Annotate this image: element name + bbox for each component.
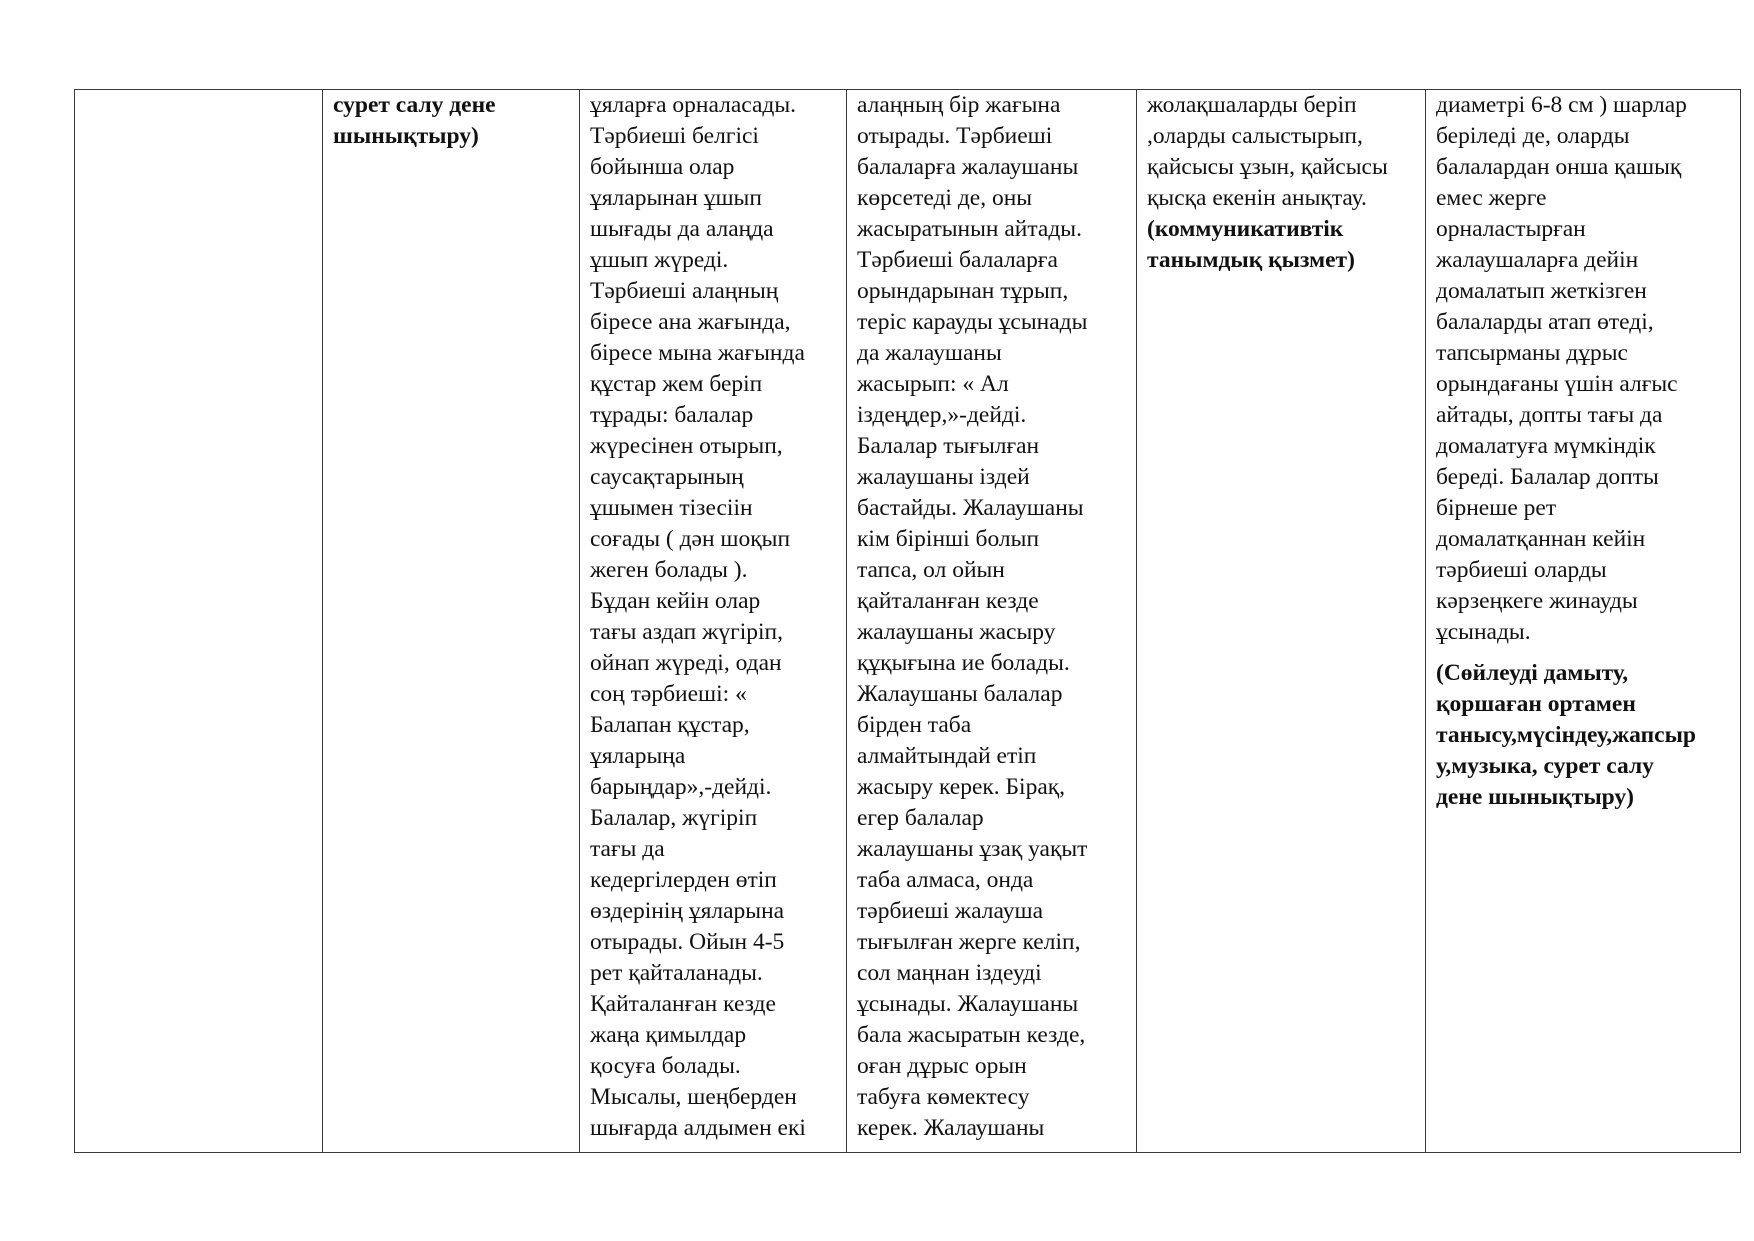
bold-paragraph: (коммуникативтік танымдық қызмет) [1147,216,1355,273]
paragraph: алаңның бір жағына отырады. Тәрбиеші балаларға жалаушаны көрсетеді де, оны жасыратынын айтады. Тәрбиеші балаларға орындарынан тұрып, теріс карауды ұсынады да жалаушаны жасырып: « Ал іздеңдер,»-дейді. Балалар тығылған жалаушаны іздей бастайды. Жалаушаны кім бірінші болып тапса, ол ойын қайталанған кезде жалаушаны жасыру құқығына ие болады. Жалаушаны балалар бірден таба алмайтындай етіп жасыру керек. Бірақ, егер балалар жалаушаны ұзақ уақыт таба алмаса, онда тәрбиеші жалауша тығылған жерге келіп, сол маңнан іздеуді ұсынады. Жалаушаны бала жасыратын кезде, оған дұрыс орын табуға көмектесу керек. Жалаушаны [857,92,1088,1141]
table-cell-4 [847,90,1137,1153]
table-cell-1 [75,90,323,1153]
paragraph: диаметрі 6-8 см ) шарлар беріледі де, оларды балалардан онша қашық емес жерге орналастырған жалаушаларға дейін домалатып жеткізген балаларды атап өтеді, тапсырманы дұрыс орындағаны үшін алғыс айтады, допты тағы да домалатуға мүмкіндік береді. Балалар допты бірнеше рет домалатқаннан кейін тәрбиеші оларды кәрзеңкеге жинауды ұсынады. [1436,92,1687,645]
table-cell-2 [323,90,580,1153]
table-cell-5 [1137,90,1426,1153]
bold-paragraph: сурет салу дене шынықтыру) [333,92,496,149]
paragraph: ұяларға орналасады. Тәрбиеші белгісі бойынша олар ұяларынан ұшып шығады да алаңда ұшып жүреді. Тәрбиеші алаңның біресе ана жағында, біресе мына жағында құстар жем беріп тұрады: балалар жүресінен отырып, саусақтарының ұшымен тізесіін соғады ( дән шоқып жеген болады ). Бұдан кейін олар тағы аздап жүгіріп, ойнап жүреді, одан соң тәрбиеші: « Балапан құстар, ұяларыңа барыңдар»,-дейді. Балалар, жүгіріп тағы да кедергілерден өтіп өздерінің ұяларына отырады. Ойын 4-5 рет қайталанады. Қайталанған кезде жаңа қимылдар қосуға болады. Мысалы, шеңберден шығарда алдымен екі [590,92,806,1141]
table-cell-3 [580,90,847,1153]
paragraph: жолақшаларды беріп ,оларды салыстырып, қайсысы ұзын, қайсысы қысқа екенін анықтау. [1147,92,1388,211]
bold-paragraph: (Сөйлеуді дамыту, қоршаған ортамен танысу,мүсіндеу,жапсыр у,музыка, сурет салу дене шынықтыру) [1436,660,1696,810]
plan-table [74,89,1741,1153]
table-row [75,90,1741,1153]
table-cell-6 [1426,90,1741,1153]
